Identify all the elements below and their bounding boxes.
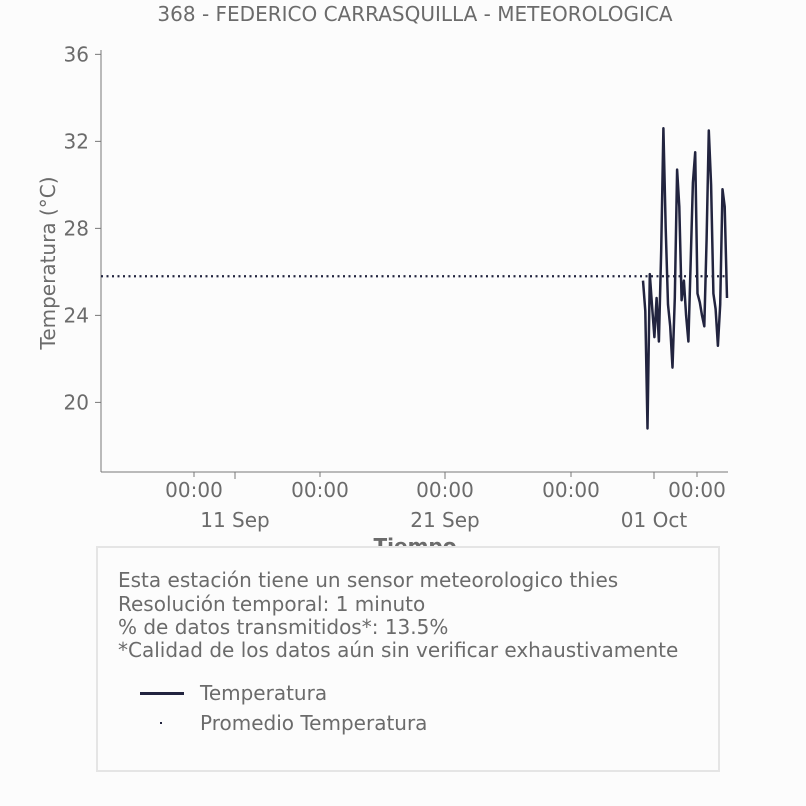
legend-label-temperatura: Temperatura bbox=[200, 681, 328, 705]
info-transmitted-text: % de datos transmitidos*: 13.5% bbox=[118, 615, 449, 639]
x-minor-tick-label: 00:00 bbox=[165, 478, 223, 502]
y-tick-label: 28 bbox=[63, 216, 89, 241]
legend-label-promedio: Promedio Temperatura bbox=[200, 711, 428, 735]
info-resolution-text: Resolución temporal: 1 minuto bbox=[118, 592, 426, 616]
y-tick-label: 24 bbox=[63, 303, 89, 328]
info-sensor-text: Esta estación tiene un sensor meteorologico thies bbox=[118, 568, 619, 592]
legend-dot-swatch bbox=[160, 722, 162, 724]
y-tick-label: 32 bbox=[63, 129, 89, 154]
chart-title: 368 - FEDERICO CARRASQUILLA - METEOROLOGICA bbox=[157, 2, 673, 26]
station-info-box bbox=[96, 546, 720, 772]
x-minor-tick-label: 00:00 bbox=[291, 478, 349, 502]
y-tick-label: 36 bbox=[63, 42, 89, 67]
info-quality-note: *Calidad de los datos aún sin verificar exhaustivamente bbox=[118, 638, 679, 662]
x-minor-tick-label: 00:00 bbox=[542, 478, 600, 502]
y-axis-label: Temperatura (°C) bbox=[36, 176, 60, 350]
temperature-series-line bbox=[643, 128, 727, 428]
x-minor-tick-label: 00:00 bbox=[668, 478, 726, 502]
x-major-tick-label: 21 Sep bbox=[410, 508, 480, 532]
x-major-tick-label: 11 Sep bbox=[200, 508, 270, 532]
x-major-tick-label: 01 Oct bbox=[620, 508, 688, 532]
legend-line-swatch bbox=[140, 692, 184, 695]
x-minor-tick-label: 00:00 bbox=[416, 478, 474, 502]
y-tick-label: 20 bbox=[63, 390, 89, 415]
